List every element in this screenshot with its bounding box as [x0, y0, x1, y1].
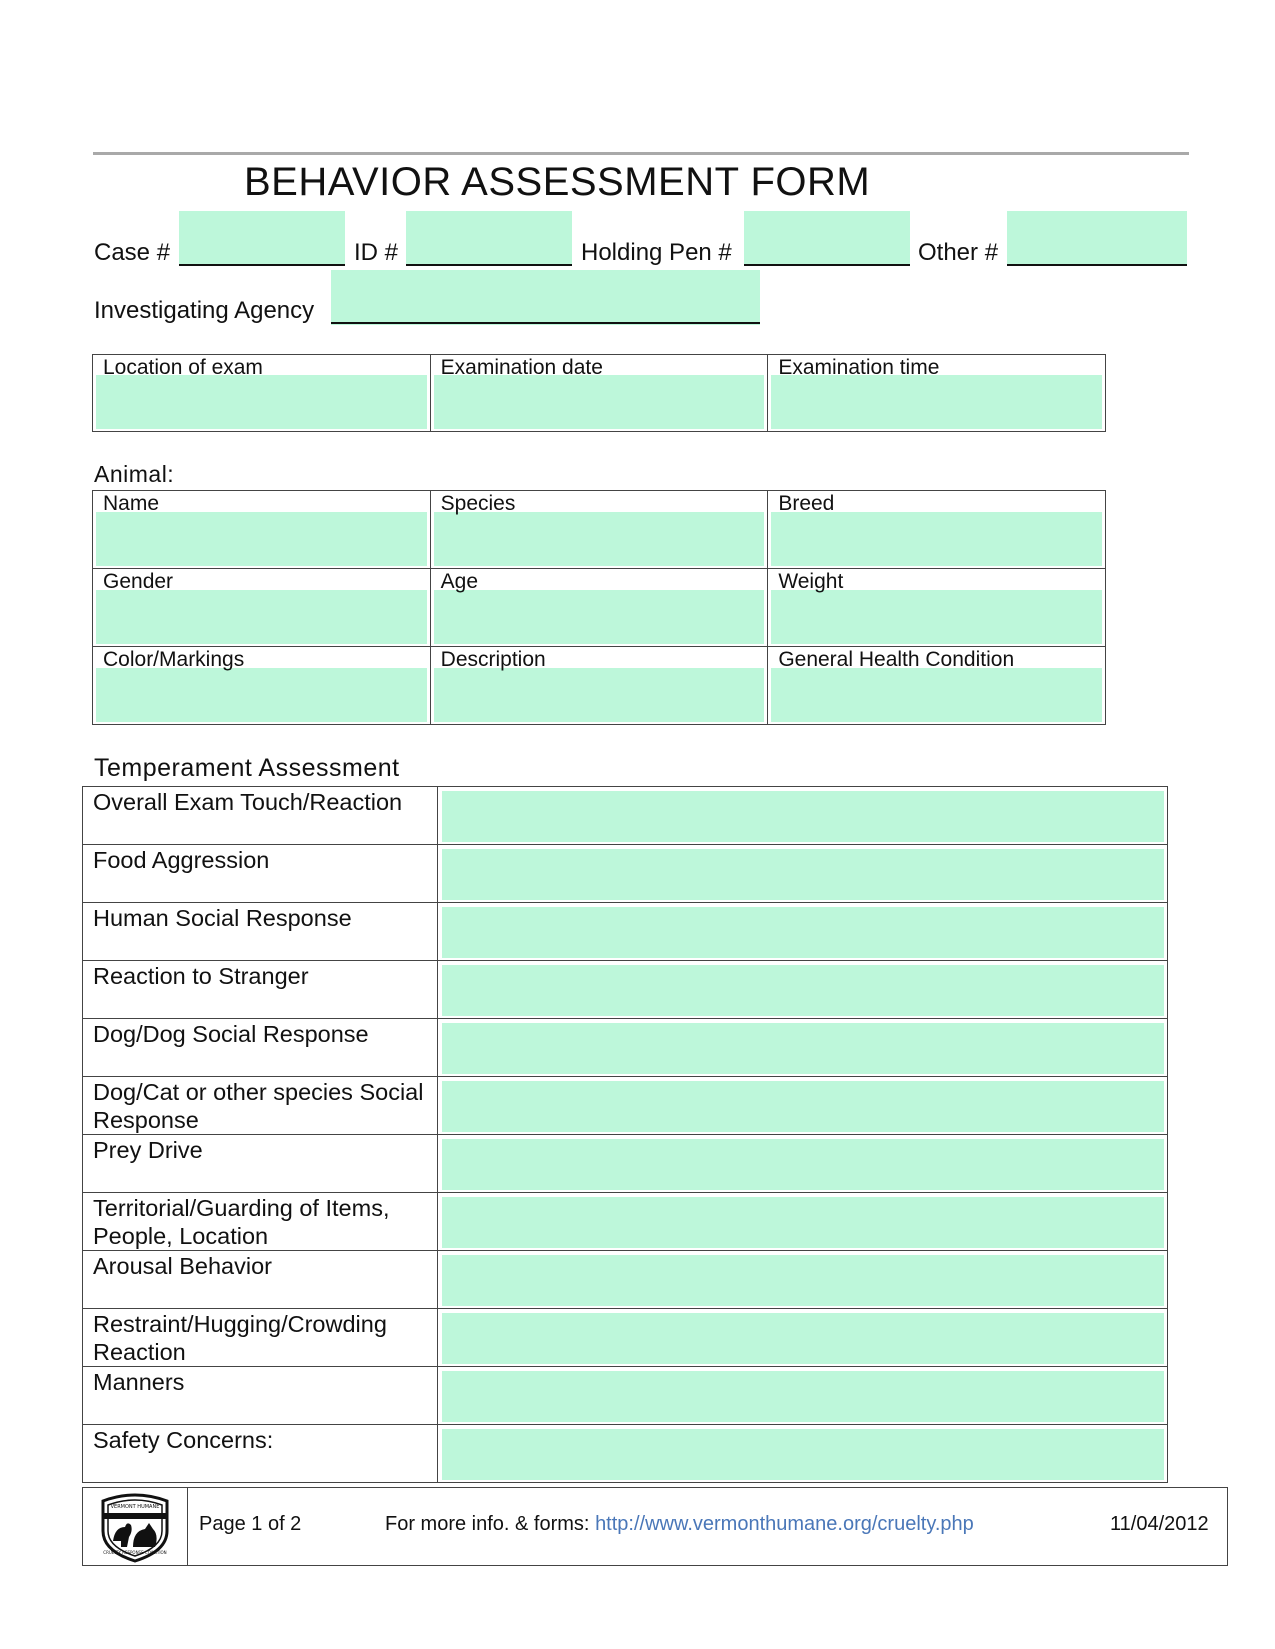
temperament-input[interactable]	[442, 1255, 1164, 1306]
temperament-label-cell	[83, 1077, 438, 1135]
more-info-prefix: For more info. & forms:	[385, 1513, 590, 1535]
page-title: BEHAVIOR ASSESSMENT FORM	[244, 160, 871, 204]
temperament-input[interactable]	[442, 965, 1164, 1016]
animal-name-input[interactable]	[96, 512, 427, 566]
temperament-value-cell	[438, 1019, 1168, 1077]
temperament-label-cell	[83, 961, 438, 1019]
logo-bottom-text: CRUELTY RESPONSE COALITION	[103, 1550, 167, 1555]
temperament-input[interactable]	[442, 1023, 1164, 1074]
animal-description-label: Description	[440, 648, 546, 671]
temperament-value-cell	[438, 1425, 1168, 1483]
footer-date: 11/04/2012	[1110, 1513, 1209, 1535]
temperament-input[interactable]	[442, 1313, 1164, 1364]
animal-health-label: General Health Condition	[778, 648, 1015, 671]
animal-age-input[interactable]	[434, 590, 765, 644]
temperament-input[interactable]	[442, 907, 1164, 958]
temperament-label-cell	[83, 1309, 438, 1367]
animal-gender-cell	[93, 569, 431, 647]
animal-color-cell	[93, 647, 431, 725]
temperament-row	[83, 845, 1168, 903]
temperament-value-cell	[438, 845, 1168, 903]
id-underline	[406, 264, 572, 266]
temperament-value-cell	[438, 1309, 1168, 1367]
animal-species-cell	[430, 491, 768, 569]
exam-location-cell	[93, 355, 431, 432]
exam-time-cell	[768, 355, 1106, 432]
id-number-input[interactable]	[406, 211, 572, 266]
temperament-table	[82, 786, 1168, 1483]
temperament-input[interactable]	[442, 1081, 1164, 1132]
animal-weight-input[interactable]	[771, 590, 1102, 644]
temperament-label: Prey Drive	[93, 1137, 203, 1163]
exam-date-label: Examination date	[440, 356, 603, 379]
temperament-label-cell	[83, 1367, 438, 1425]
animal-age-label: Age	[440, 570, 479, 593]
animal-name-cell	[93, 491, 431, 569]
animal-species-label: Species	[440, 492, 516, 515]
more-info-link[interactable]: http://www.vermonthumane.org/cruelty.php	[595, 1513, 974, 1535]
temperament-input[interactable]	[442, 791, 1164, 842]
animal-color-input[interactable]	[96, 668, 427, 722]
case-number-input[interactable]	[179, 211, 345, 266]
page-number: Page 1 of 2	[199, 1513, 302, 1535]
animal-health-cell	[768, 647, 1106, 725]
page-footer	[82, 1487, 1228, 1566]
temperament-row	[83, 903, 1168, 961]
temperament-row	[83, 1019, 1168, 1077]
animal-description-cell	[430, 647, 768, 725]
temperament-row	[83, 1425, 1168, 1483]
exam-date-input[interactable]	[434, 375, 765, 429]
temperament-value-cell	[438, 1193, 1168, 1251]
temperament-row	[83, 1135, 1168, 1193]
agency-label: Investigating Agency	[94, 297, 315, 324]
temperament-label: Dog/Cat or other species Social Response	[93, 1079, 424, 1133]
temperament-label: Territorial/Guarding of Items, People, Location	[93, 1195, 390, 1249]
temperament-label-cell	[83, 903, 438, 961]
temperament-label-cell	[83, 1135, 438, 1193]
temperament-row	[83, 1077, 1168, 1135]
animal-gender-input[interactable]	[96, 590, 427, 644]
exam-time-label: Examination time	[778, 356, 940, 379]
temperament-label: Reaction to Stranger	[93, 963, 309, 989]
animal-breed-label: Breed	[778, 492, 835, 515]
animal-table	[92, 490, 1106, 725]
other-label: Other #	[918, 239, 999, 266]
temperament-row	[83, 1193, 1168, 1251]
logo-top-text: VERMONT HUMANE	[110, 1504, 160, 1510]
investigating-agency-input[interactable]	[331, 270, 760, 325]
temperament-row	[83, 1367, 1168, 1425]
temperament-input[interactable]	[442, 849, 1164, 900]
temperament-row	[83, 1309, 1168, 1367]
holding-pen-input[interactable]	[744, 211, 910, 266]
exam-location-label: Location of exam	[103, 356, 263, 379]
animal-breed-input[interactable]	[771, 512, 1102, 566]
temperament-input[interactable]	[442, 1371, 1164, 1422]
temperament-label: Safety Concerns:	[93, 1427, 274, 1453]
temperament-value-cell	[438, 1367, 1168, 1425]
more-info-text	[385, 1513, 974, 1536]
animal-age-cell	[430, 569, 768, 647]
temperament-row	[83, 961, 1168, 1019]
temperament-value-cell	[438, 1077, 1168, 1135]
animal-health-input[interactable]	[771, 668, 1102, 722]
animal-breed-cell	[768, 491, 1106, 569]
case-label: Case #	[94, 239, 171, 266]
logo-box	[83, 1488, 188, 1565]
temperament-value-cell	[438, 1251, 1168, 1309]
agency-underline	[331, 322, 760, 324]
top-rule	[93, 152, 1189, 155]
temperament-label: Human Social Response	[93, 905, 352, 931]
temperament-label-cell	[83, 787, 438, 845]
temperament-label: Restraint/Hugging/Crowding Reaction	[93, 1311, 387, 1365]
animal-color-label: Color/Markings	[103, 648, 245, 671]
temperament-input[interactable]	[442, 1139, 1164, 1190]
temperament-value-cell	[438, 961, 1168, 1019]
temperament-label-cell	[83, 1425, 438, 1483]
temperament-label-cell	[83, 1193, 438, 1251]
temperament-row	[83, 787, 1168, 845]
animal-weight-label: Weight	[778, 570, 844, 593]
animal-heading: Animal:	[94, 461, 175, 487]
exam-time-input[interactable]	[771, 375, 1102, 429]
temperament-value-cell	[438, 1135, 1168, 1193]
animal-gender-label: Gender	[103, 570, 174, 593]
case-underline	[179, 264, 345, 266]
exam-location-input[interactable]	[96, 375, 427, 429]
temperament-heading: Temperament Assessment	[94, 754, 400, 782]
temperament-label: Overall Exam Touch/Reaction	[93, 789, 403, 815]
animal-name-label: Name	[103, 492, 160, 515]
temperament-value-cell	[438, 787, 1168, 845]
temperament-label: Manners	[93, 1369, 185, 1395]
temperament-input[interactable]	[442, 1197, 1164, 1248]
temperament-row	[83, 1251, 1168, 1309]
temperament-label-cell	[83, 845, 438, 903]
temperament-label: Dog/Dog Social Response	[93, 1021, 369, 1047]
id-label: ID #	[354, 239, 399, 266]
other-underline	[1007, 264, 1187, 266]
animal-description-input[interactable]	[434, 668, 765, 722]
holding-pen-underline	[744, 264, 910, 266]
temperament-label-cell	[83, 1019, 438, 1077]
temperament-value-cell	[438, 903, 1168, 961]
holding-pen-label: Holding Pen #	[581, 239, 732, 266]
shield-logo-icon	[97, 1491, 173, 1563]
temperament-label: Food Aggression	[93, 847, 270, 873]
exam-table	[92, 354, 1106, 432]
temperament-label: Arousal Behavior	[93, 1253, 272, 1279]
animal-species-input[interactable]	[434, 512, 765, 566]
animal-weight-cell	[768, 569, 1106, 647]
temperament-label-cell	[83, 1251, 438, 1309]
other-number-input[interactable]	[1007, 211, 1187, 266]
exam-date-cell	[430, 355, 768, 432]
temperament-input[interactable]	[442, 1429, 1164, 1480]
